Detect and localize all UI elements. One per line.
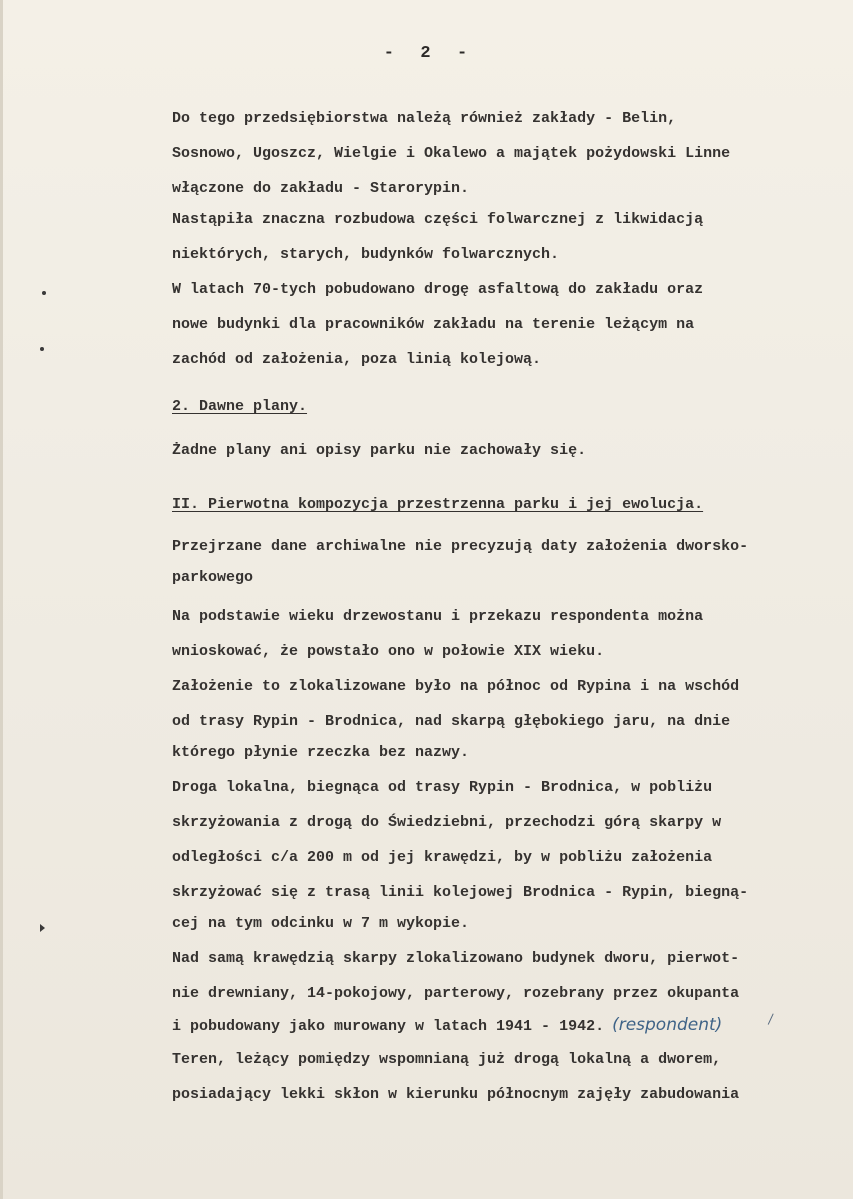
section-heading-old-plans: 2. Dawne plany.: [172, 398, 308, 415]
margin-arrow-icon: [40, 924, 45, 932]
section-heading-composition: II. Pierwotna kompozycja przestrzenna parku i jej ewolucja.: [172, 496, 704, 513]
text-line: Teren, leżący pomiędzy wspomnianą już drogą lokalną a dworem,: [172, 1051, 722, 1068]
text-line: nie drewniany, 14-pokojowy, parterowy, rozebrany przez okupanta: [172, 985, 740, 1002]
text-line: cej na tym odcinku w 7 m wykopie.: [172, 915, 470, 932]
text-line: Droga lokalna, biegnąca od trasy Rypin - Brodnica, w pobliżu: [172, 779, 713, 796]
text-line: skrzyżowania z drogą do Świedziebni, przechodzi górą skarpy w: [172, 814, 722, 831]
text-line: włączone do zakładu - Starorypin.: [172, 180, 470, 197]
text-line: Żadne plany ani opisy parku nie zachowały się.: [172, 442, 587, 459]
text-line: parkowego: [172, 569, 254, 586]
text-line: W latach 70-tych pobudowano drogę asfaltową do zakładu oraz: [172, 281, 704, 298]
text-line-with-note: [172, 1014, 722, 1036]
text-line: nowe budynki dla pracowników zakładu na terenie leżącym na: [172, 316, 695, 333]
text-line: Sosnowo, Ugoszcz, Wielgie i Okalewo a majątek pożydowski Linne: [172, 145, 731, 162]
pencil-mark: [768, 1014, 778, 1027]
margin-dot: [42, 291, 46, 295]
text-line: posiadający lekki skłon w kierunku północnym zajęły zabudowania: [172, 1086, 740, 1103]
handwritten-note: (respondent): [612, 1015, 723, 1035]
text-line: zachód od założenia, poza linią kolejową.: [172, 351, 542, 368]
text-line: Do tego przedsiębiorstwa należą również zakłady - Belin,: [172, 110, 677, 127]
text-line: od trasy Rypin - Brodnica, nad skarpą głębokiego jaru, na dnie: [172, 713, 731, 730]
paper-edge: [0, 0, 3, 1199]
text-line: Nastąpiła znaczna rozbudowa części folwarcznej z likwidacją: [172, 211, 704, 228]
page-number: - 2 -: [383, 44, 470, 63]
text-line: Przejrzane dane archiwalne nie precyzują daty założenia dworsko-: [172, 538, 749, 555]
text-line-content: i pobudowany jako murowany w latach 1941 - 1942.: [172, 1018, 605, 1035]
text-line: niektórych, starych, budynków folwarcznych.: [172, 246, 560, 263]
text-line: Nad samą krawędzią skarpy zlokalizowano budynek dworu, pierwot-: [172, 950, 740, 967]
text-line: Na podstawie wieku drzewostanu i przekazu respondenta można: [172, 608, 704, 625]
text-line: skrzyżować się z trasą linii kolejowej Brodnica - Rypin, biegną-: [172, 884, 749, 901]
margin-dot: [40, 347, 44, 351]
text-line: odległości c/a 200 m od jej krawędzi, by w pobliżu założenia: [172, 849, 713, 866]
text-line: Założenie to zlokalizowane było na północ od Rypina i na wschód: [172, 678, 740, 695]
text-line: wnioskować, że powstało ono w połowie XIX wieku.: [172, 643, 605, 660]
text-line: którego płynie rzeczka bez nazwy.: [172, 744, 470, 761]
